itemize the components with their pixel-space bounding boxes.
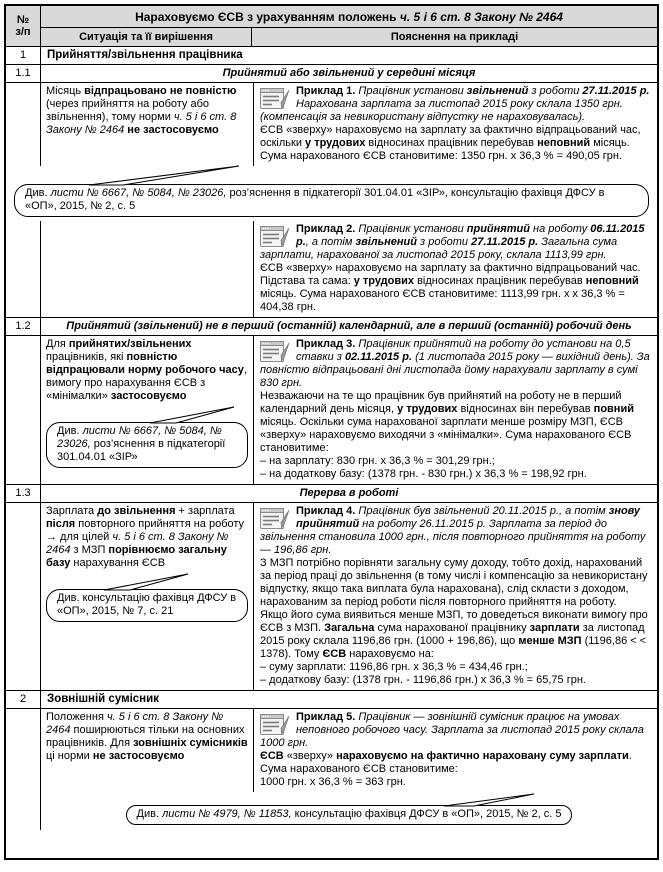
- row-1-3-subheader: [6, 484, 657, 502]
- row-number-spacer: [6, 709, 41, 792]
- subheader-1-3: Перерва в роботі: [299, 487, 399, 499]
- row-number: 1.3: [6, 485, 41, 502]
- reference-note-bubble: Див. листи № 6667, № 5084, № 23026, роз’яснення в підкатегорії 301.04.01 «ЗІР», консультацію фахівця ДФСУ в «ОП», 2015, № 2, с. 5: [14, 184, 649, 217]
- row-1-3-body: [6, 502, 657, 690]
- header-cell-situation: Ситуація та її вирішення: [41, 28, 252, 46]
- row-number: 1.2: [6, 318, 41, 335]
- row-1-1-subheader: [6, 64, 657, 82]
- row-1-title: Прийняття/звільнення працівника: [47, 49, 243, 61]
- example-note-icon: [260, 339, 290, 363]
- row-2-reference-band: [6, 792, 657, 830]
- example-3: [254, 336, 657, 484]
- example-5-text: Приклад 5. Працівник — зовнішній сумісник працює на умовах неповного робочого часу. Зарплата за листопад 2015 року склала 1000 грн. ЄСВ «зверху» нараховуємо на фактично нараховану суму зарплати. Сума нарахованого ЄСВ становитиме: 1000 грн. х 36,3 % = 363 грн.: [260, 711, 644, 788]
- row-1-2-body: [6, 335, 657, 484]
- row-2: [6, 690, 657, 708]
- subheader-1-1: Прийнятий або звільнений у середині місяця: [222, 67, 476, 79]
- bubble-tail-icon: [444, 793, 534, 806]
- situation-cell-2: Положення ч. 5 і 6 ст. 8 Закону № 2464 поширюються тільки на основних працівників. Для зовнішніх сумісників ці норми не застосовуємо: [41, 709, 254, 792]
- reference-bubble-wrap: [14, 184, 649, 217]
- reference-bubble-wrap: [126, 805, 573, 825]
- esv-table: [4, 4, 659, 860]
- bubble-tail-icon: [89, 165, 239, 185]
- row-1-2-subheader: [6, 317, 657, 335]
- subheader-1-2: Прийнятий (звільнений) не в перший (останній) календарний, але в перший (останній) робочий день: [66, 320, 632, 332]
- example-note-icon: [260, 712, 290, 736]
- bubble-tail-icon: [104, 573, 188, 590]
- example-2-text: Приклад 2. Працівник установи прийнятий на роботу 06.11.2015 р., а потім звільнений з роботи 27.11.2015 р. Загальна сума зарплати, нарахованої за листопад 2015 року, склала 1113,99 грн. ЄСВ «зверху» нараховуємо на зарплату за фактично відпрацьований час. Підстава та сама: у трудових відносинах працівник перебував неповний місяць. Сума нарахованого ЄСВ становитиме: 1113,99 грн. х х 36,3 % = 404,38 грн.: [260, 223, 645, 313]
- row-number-spacer: [6, 792, 41, 830]
- row-number: 1: [6, 47, 41, 64]
- example-1-text: Приклад 1. Працівник установи звільнений з роботи 27.11.2015 р. Нарахована зарплата за листопад 2015 року склала 1350 грн. (компенсація за невикористану відпустку не нараховувалась). ЄСВ «зверху» нараховуємо на зарплату за фактично відпрацьований час, оскільки у трудових відносинах працівник перебував неповний місяць. Сума нарахованого ЄСВ становитиме: 1350 грн. х 36,3 % = 490,05 грн.: [260, 85, 650, 162]
- table-title: Нараховуємо ЄСВ з урахуванням положень ч. 5 і 6 ст. 8 Закону № 2464: [41, 6, 657, 28]
- header-columns: [41, 28, 657, 46]
- row-number: 2: [6, 691, 41, 708]
- reference-bubble-wrap: [46, 589, 248, 622]
- example-4-text: Приклад 4. Працівник був звільнений 20.11.2015 р., а потім знову прийнятий на роботу 26.11.2015 р. Зарплата за період до звільнення становила 1000 грн., після повторного прийняття на роботу — 196,86 грн. З МЗП потрібно порівняти загальну суму доходу, тобто дохід, нарахований за період праці до звільнення (в тому числі і компенсацію за невикористану відпустку, якщо така виплата була нарахована), слід скласти з доходом, нарахованим за період роботи після повторного прийняття на роботу. Якщо його сума виявиться менше МЗП, то доведеться виконати вимогу про ЄСВ з МЗП. Загальна сума нарахованої працівнику зарплати за листопад 2015 року склала 1196,86 грн. (1000 + 196,86), що менше МЗП (1196,86 < < 1378). Тому ЄСВ нараховуємо на: – суму зарплати: 1196,86 грн. х 36,3 % = 434,46 грн.; – додаткову базу: (1378 грн. - 1196,86 грн.) х 36,3 % = 65,75 грн.: [260, 505, 648, 686]
- example-3-text: Приклад 3. Працівник прийнятий на роботу до установи на 0,5 ставки з 02.11.2015 р. (1 листопада 2015 року — вихідний день). За повністю відпрацьовані дні листопада йому нарахували зарплату в сумі 830 грн. Незважаючи на те що працівник був прийнятий на роботу не в перший календарний день місяця, у трудових відносинах він перебував повний місяць. Оскільки сума нарахованої зарплати менше розміру МЗП, ЄСВ «зверху» нараховуємо виходячи з «мінімалки». Сума нарахованого ЄСВ становитиме: – на зарплату: 830 грн. х 36,3 % = 301,29 грн.; – на додаткову базу: (1378 грн. - 830 грн.) х 36,3 % = 198,92 грн.: [260, 338, 650, 480]
- header-num-line1: №: [16, 14, 30, 26]
- example-2: [254, 221, 657, 317]
- reference-bubble-wrap: [46, 422, 248, 468]
- row-number-spacer: [6, 336, 41, 484]
- row-number-spacer: [6, 83, 41, 166]
- row-2-title: Зовнішній сумісник: [47, 693, 159, 705]
- reference-note-bubble: Див. консультацію фахівця ДФСУ в «ОП», 2015, № 7, с. 21: [46, 589, 248, 622]
- row-number-spacer: [6, 503, 41, 690]
- header-cell-explanation: Пояснення на прикладі: [390, 31, 519, 43]
- situation-text-1-3: Зарплата до звільнення + зарплата після повторного прийняття на роботу → для цілей ч. 5 і 6 ст. 8 Закону № 2464 з МЗП порівнюємо загальну базу нарахування ЄСВ: [46, 505, 245, 569]
- situation-text-1-2: Для прийнятих/звільнених працівників, які повністю відпрацювали норму робочого часу, вимогу про нарахування ЄСВ з «мінімалки» застосовуємо: [46, 338, 247, 402]
- bubble-tail-icon: [150, 406, 234, 423]
- reference-note-bubble: Див. листи № 6667, № 5084, № 23026, роз’яснення в підкатегорії 301.04.01 «ЗІР»: [46, 422, 248, 468]
- row-1-1-bottom: [6, 221, 657, 317]
- header-right: [41, 6, 657, 46]
- example-1: [254, 83, 657, 166]
- row-1-1-top: [6, 82, 657, 166]
- example-5: [254, 709, 657, 792]
- row-number-spacer: [6, 221, 41, 317]
- example-note-icon: [260, 86, 290, 110]
- example-note-icon: [260, 506, 290, 530]
- situation-cell-1-1: Місяць відпрацьовано не повністю (через прийняття на роботу або звільнення), тому норми ч. 5 і 6 ст. 8 Закону № 2464 не застосовуємо: [41, 83, 254, 166]
- situation-cell-1-1-empty: [41, 221, 254, 317]
- table-header: [6, 6, 657, 46]
- row-1-1-reference: [6, 166, 657, 221]
- header-cell-num: [6, 6, 41, 46]
- situation-cell-1-3: [41, 503, 254, 690]
- example-4: [254, 503, 657, 690]
- situation-cell-1-2: [41, 336, 254, 484]
- row-2-body: [6, 708, 657, 792]
- reference-note-bubble: Див. листи № 4979, № 11853, консультацію фахівця ДФСУ в «ОП», 2015, № 2, с. 5: [126, 805, 573, 825]
- example-note-icon: [260, 224, 290, 248]
- header-num-line2: з/п: [15, 26, 31, 38]
- row-1: [6, 46, 657, 64]
- row-number: 1.1: [6, 65, 41, 82]
- reference-bubble-area: [41, 792, 657, 830]
